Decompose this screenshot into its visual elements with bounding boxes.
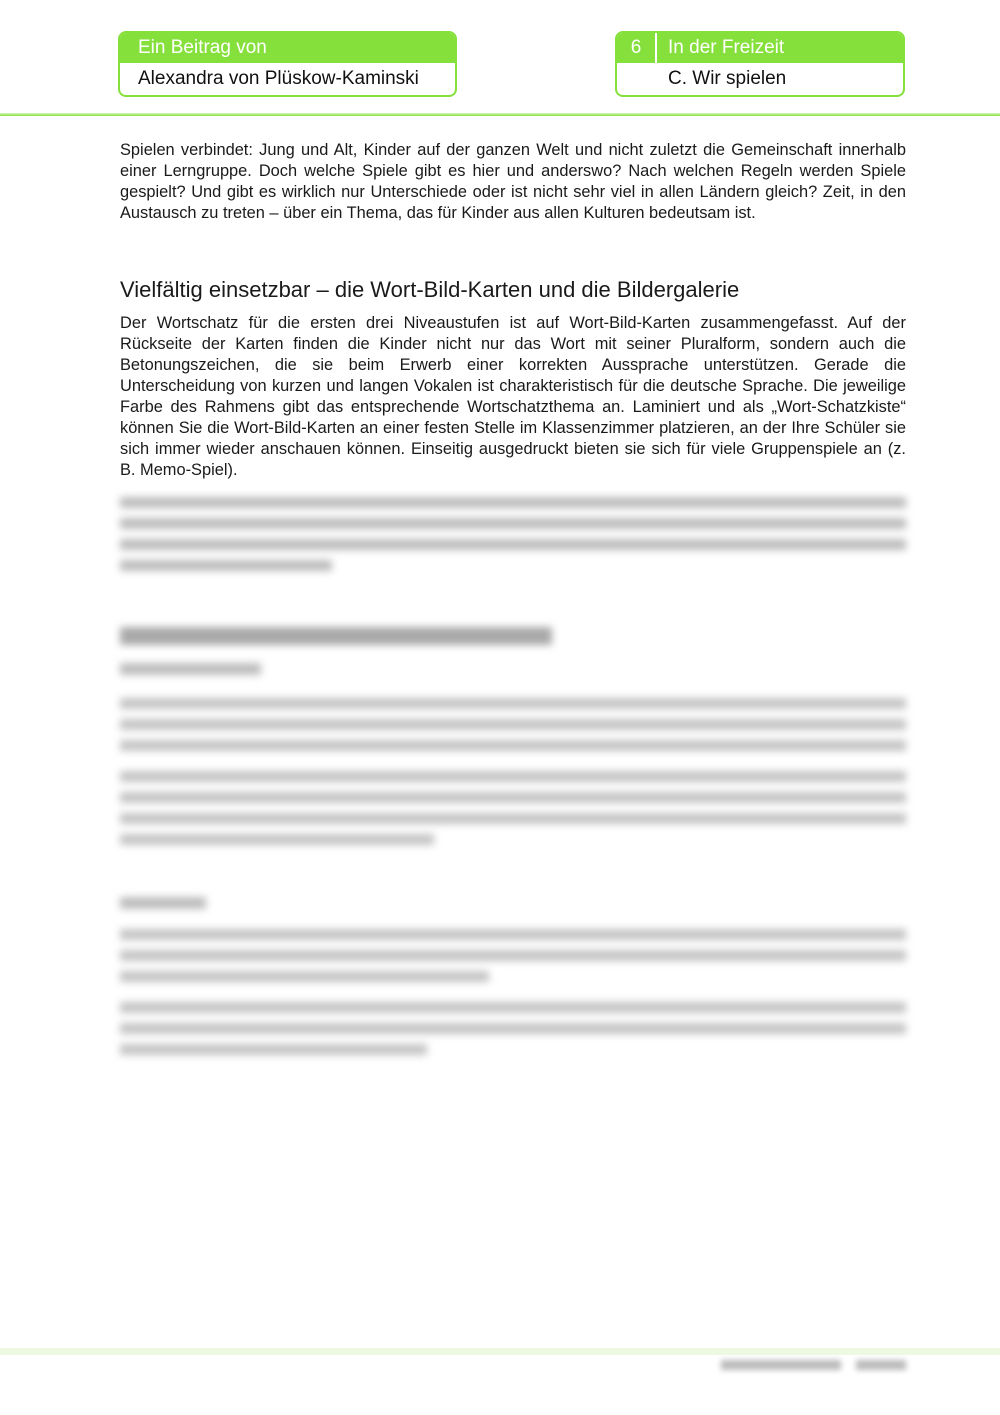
chapter-title: C. Wir spielen: [668, 68, 787, 89]
intro-section: [120, 140, 906, 224]
section-wort-bild-karten: [120, 277, 906, 483]
author-name: Alexandra von Plüskow-Kaminski: [138, 68, 419, 89]
author-box: [118, 31, 457, 97]
unit-title: In der Freizeit: [668, 37, 785, 58]
section-heading: Vielfältig einsetzbar – die Wort-Bild-Karten und die Bildergalerie: [120, 277, 740, 302]
footer-divider: [0, 1348, 1000, 1355]
header-divider: [0, 113, 1000, 116]
blurred-paragraph: [120, 694, 906, 845]
blurred-paragraph: [120, 492, 906, 571]
unit-box: [615, 31, 905, 97]
footer-text-blurred: [721, 1358, 906, 1373]
unit-number: 6: [617, 33, 657, 63]
unit-bar: [617, 33, 903, 63]
blurred-section-heading: [120, 627, 906, 675]
blurred-subsection: [120, 897, 906, 1055]
intro-paragraph: Spielen verbindet: Jung und Alt, Kinder auf der ganzen Welt und nicht zuletzt die Gemeinschaft innerhalb einer Lerngruppe. Doch welche Spiele gibt es hier und anderswo? Nach welchen Regeln werden Spiele gespielt? Und gibt es wirklich nur Unterschiede oder ist nicht sehr viel in allen Ländern gleich? Zeit, in den Austausch zu treten – über ein Thema, das für Kinder aus allen Kulturen bedeutsam ist.: [120, 141, 906, 222]
author-label: Ein Beitrag von: [120, 33, 455, 63]
section-paragraph: Der Wortschatz für die ersten drei Niveaustufen ist auf Wort-Bild-Karten zusammengefasst. Auf der Rückseite der Karten finden die Kinder nicht nur das Wort mit seiner Pluralform, sondern auch die Betonungszeichen, die sie beim Erwerb einer korrekten Aussprache unterstützen. Gerade die Unterscheidung von kurzen und langen Vokalen ist charakteristisch für die deutsche Sprache. Die jeweilige Farbe des Rahmens gibt das entsprechende Wortschatzthema an. Laminiert und als „Wort-Schatzkiste“ können Sie die Wort-Bild-Karten an einer festen Stelle im Klassenzimmer platzieren, an der Ihre Schüler sie sich immer wieder anschauen können. Einseitig ausgedruckt bieten sie sich für viele Gruppenspiele an (z. B. Memo-Spiel).: [120, 314, 906, 479]
